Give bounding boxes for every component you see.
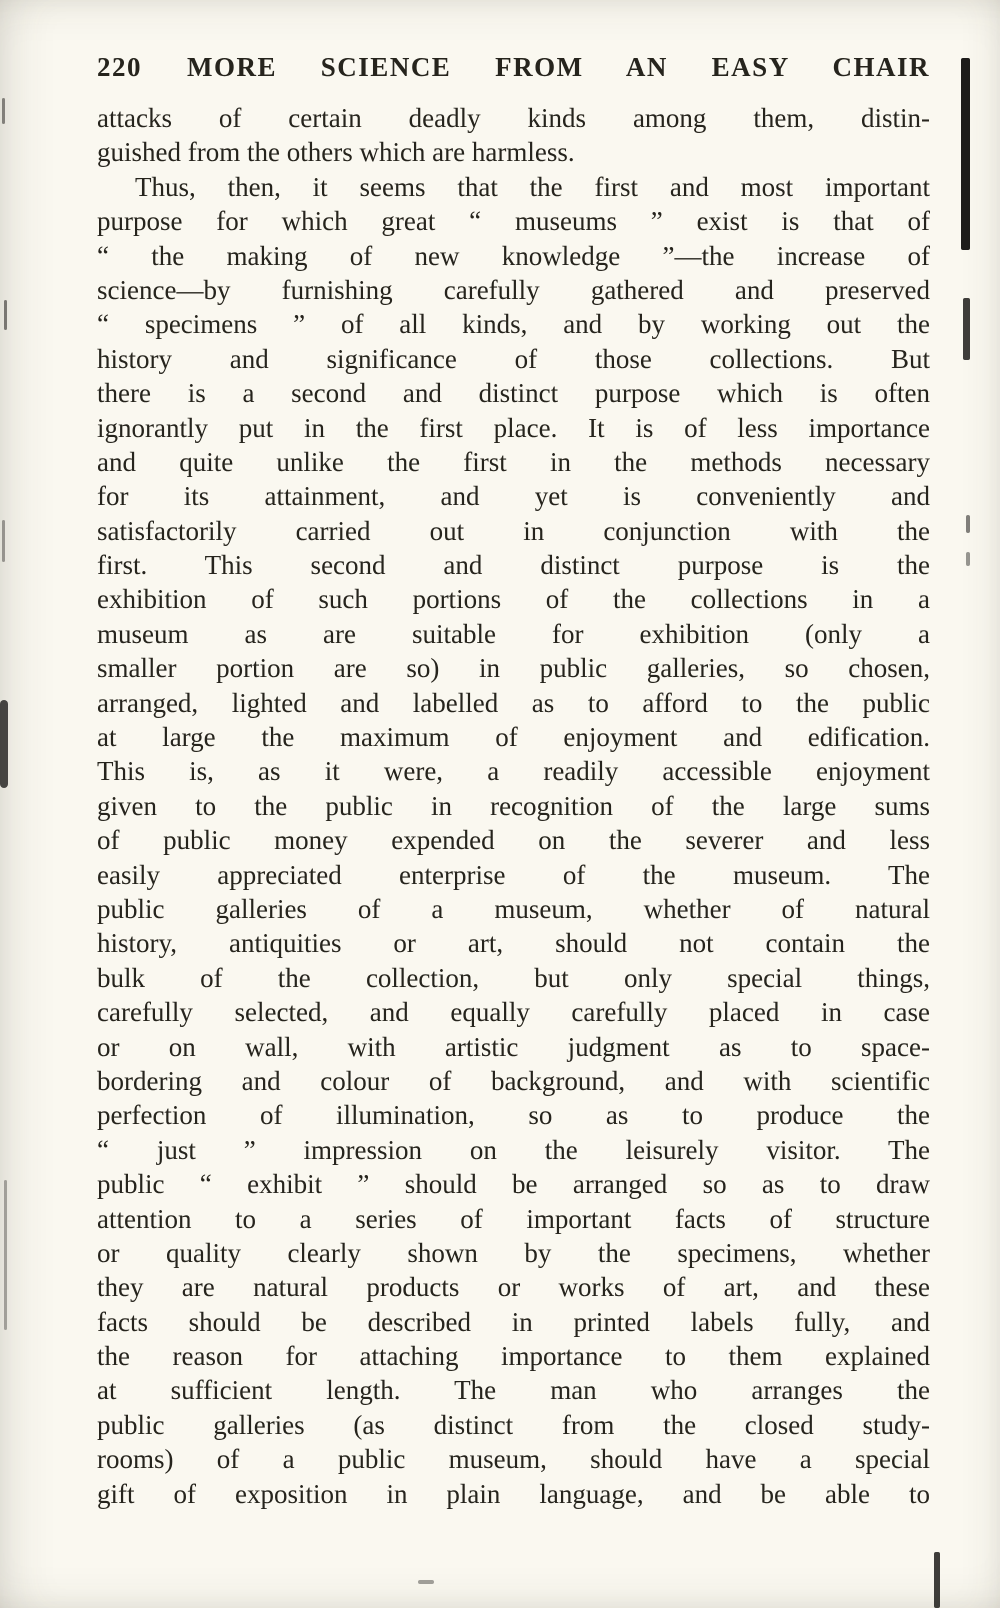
scan-artifact [963, 298, 970, 360]
text-line: gift of exposition in plain language, and be able to [97, 1478, 930, 1509]
text-line: facts should be described in printed labels fully, and [97, 1306, 930, 1337]
text-line: they are natural products or works of art, and these [97, 1272, 930, 1303]
text-line: and quite unlike the first in the methods necessary [97, 446, 930, 477]
text-line: smaller portion are so) in public galleries, so chosen, [97, 653, 930, 684]
text-line: the reason for attaching importance to them explained [97, 1341, 930, 1372]
text-line: rooms) of a public museum, should have a special [97, 1444, 930, 1475]
text-line: ignorantly put in the first place. It is of less importance [97, 412, 930, 443]
scan-artifact [4, 1180, 7, 1330]
page-header [97, 52, 930, 83]
text-line: given to the public in recognition of the large sums [97, 790, 930, 821]
page-number: 220 [97, 52, 142, 82]
text-line: attention to a series of important facts of structure [97, 1203, 930, 1234]
text-line: perfection of illumination, so as to produce the [97, 1100, 930, 1131]
scan-artifact [418, 1580, 434, 1584]
text-line: “ just ” impression on the leisurely visitor. The [97, 1134, 930, 1165]
text-line: public “ exhibit ” should be arranged so as to draw [97, 1169, 930, 1200]
text-line: satisfactorily carried out in conjunction with the [97, 515, 930, 546]
text-line: Thus, then, it seems that the first and most important [135, 171, 930, 202]
text-line: public galleries (as distinct from the closed study- [97, 1409, 930, 1440]
scan-artifact [2, 98, 5, 124]
text-line: guished from the others which are harmless. [97, 137, 575, 168]
body-text [97, 101, 930, 1511]
text-line: easily appreciated enterprise of the museum. The [97, 859, 930, 890]
text-line: attacks of certain deadly kinds among them, distin- [97, 103, 930, 133]
running-title: MORE SCIENCE FROM AN EASY CHAIR [187, 52, 930, 82]
text-line: “ the making of new knowledge ”—the increase of [97, 240, 930, 271]
scan-artifact [934, 1552, 940, 1608]
text-line: science—by furnishing carefully gathered and preserved [97, 274, 930, 305]
text-line: or on wall, with artistic judgment as to space- [97, 1031, 930, 1062]
text-line: bordering and colour of background, and with scientific [97, 1065, 930, 1096]
text-line: purpose for which great “ museums ” exist is that of [97, 206, 930, 237]
scan-artifact [961, 58, 970, 250]
scan-artifact [966, 552, 970, 566]
text-line: This is, as it were, a readily accessible enjoyment [97, 756, 930, 787]
text-line: history, antiquities or art, should not contain the [97, 928, 930, 959]
text-line: or quality clearly shown by the specimens, whether [97, 1237, 930, 1268]
text-line: for its attainment, and yet is conveniently and [97, 481, 930, 512]
text-line: history and significance of those collections. But [97, 343, 930, 374]
scan-artifact [4, 300, 7, 330]
text-line: at sufficient length. The man who arranges the [97, 1375, 930, 1406]
text-line: at large the maximum of enjoyment and edification. [97, 722, 930, 753]
text-line: “ specimens ” of all kinds, and by working out the [97, 309, 930, 340]
text-line: exhibition of such portions of the collections in a [97, 584, 930, 615]
text-line: carefully selected, and equally carefully placed in case [97, 997, 930, 1028]
scan-artifact [0, 700, 8, 788]
text-line: bulk of the collection, but only special things, [97, 962, 930, 993]
text-line: public galleries of a museum, whether of natural [97, 893, 930, 924]
scan-artifact [2, 520, 5, 562]
text-line: museum as are suitable for exhibition (only a [97, 618, 930, 649]
text-line: first. This second and distinct purpose is the [97, 550, 930, 581]
scan-artifact [966, 515, 970, 533]
text-line: there is a second and distinct purpose which is often [97, 378, 930, 409]
text-line: arranged, lighted and labelled as to afford to the public [97, 687, 930, 718]
text-line: of public money expended on the severer and less [97, 825, 930, 856]
